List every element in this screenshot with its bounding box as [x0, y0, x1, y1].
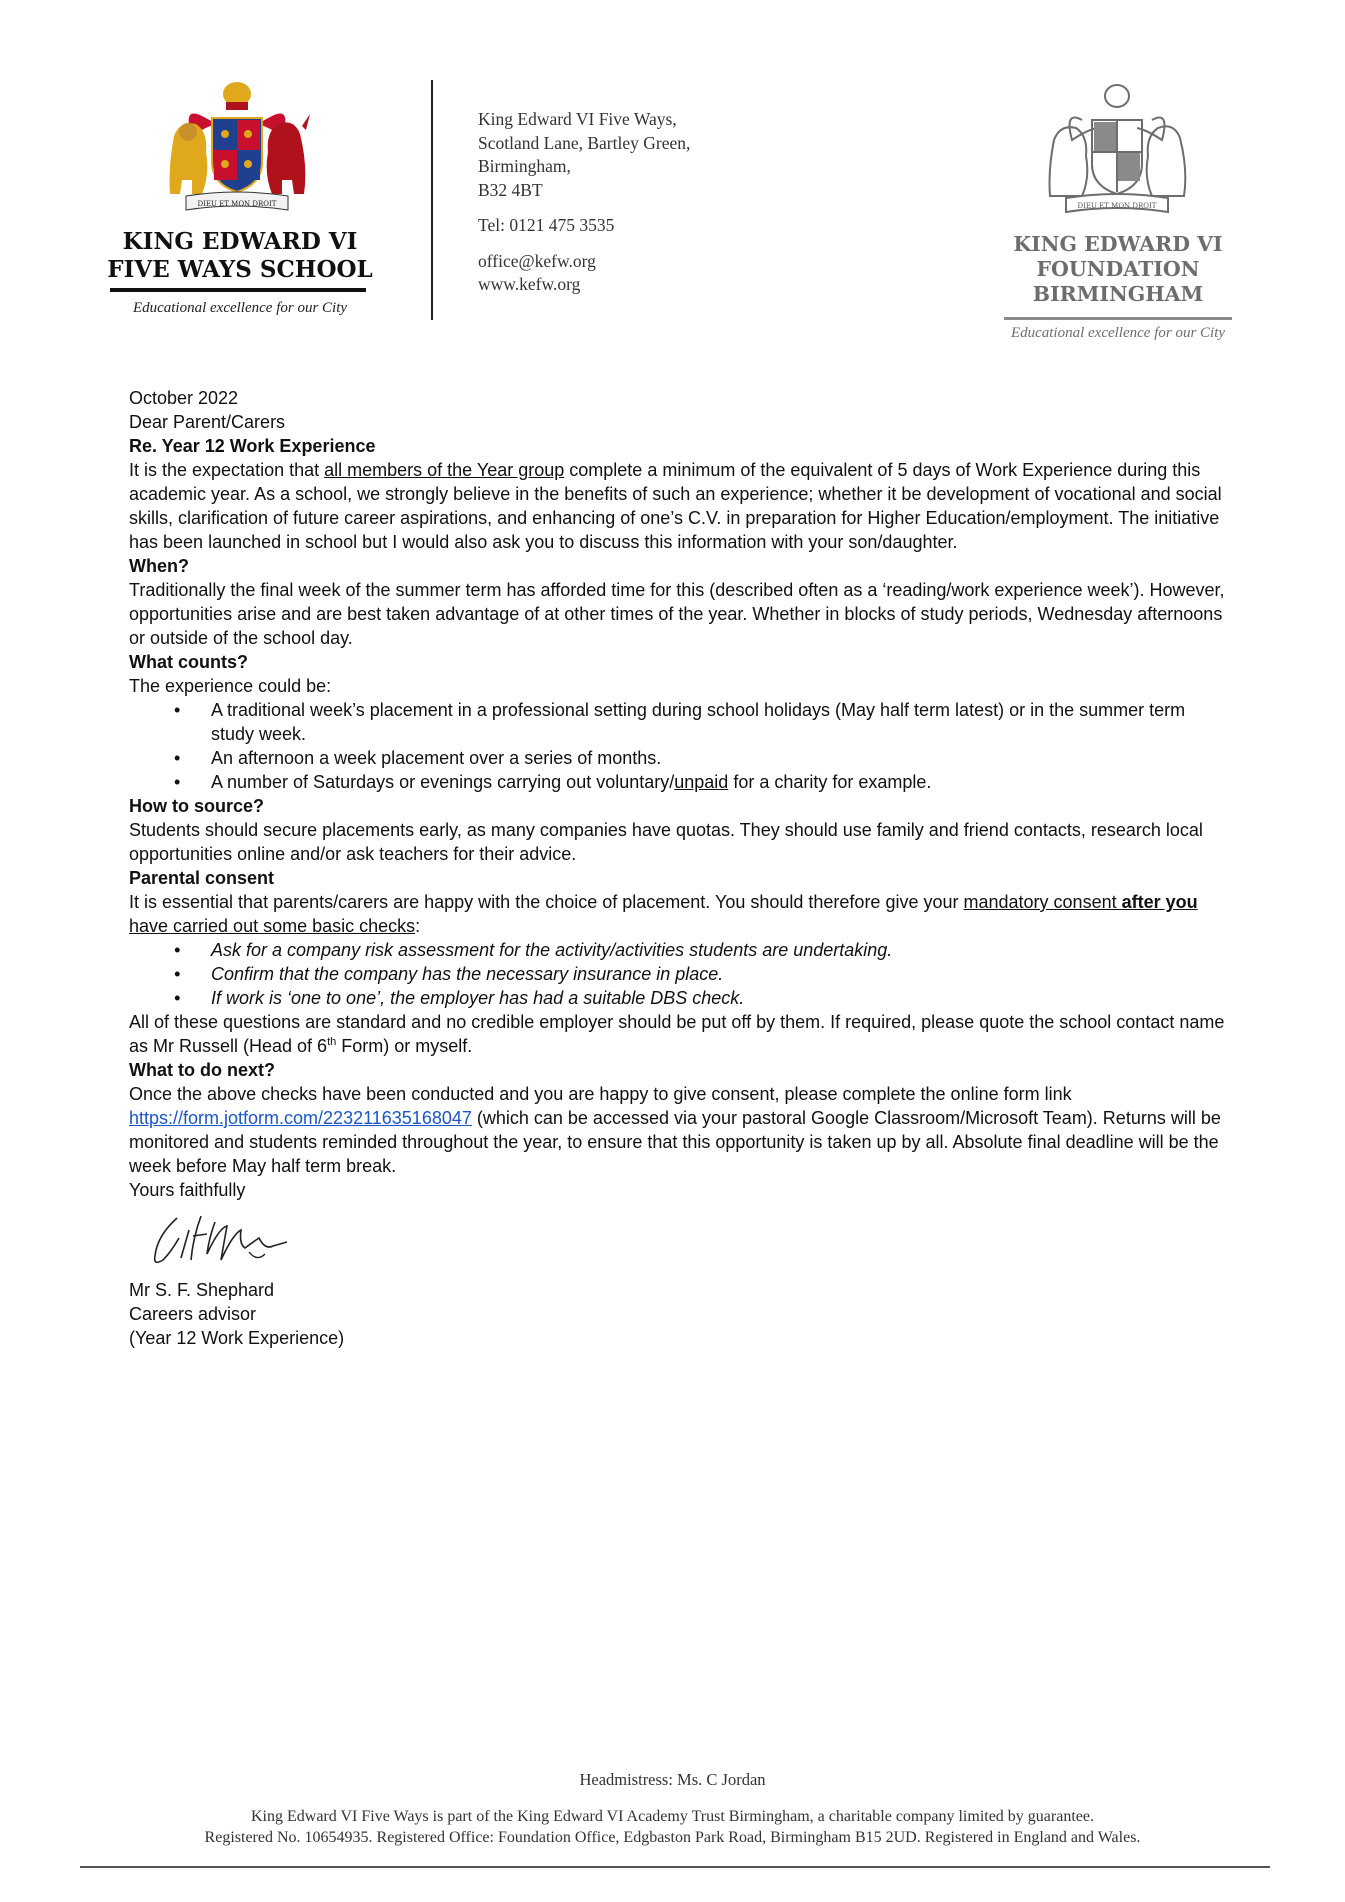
signatory-name: Mr S. F. Shephard — [129, 1280, 275, 1300]
emphasis-text: after you — [1121, 892, 1198, 912]
foundation-tagline: Educational excellence for our City — [1010, 325, 1226, 341]
salutation: Dear Parent/Carers — [129, 412, 286, 432]
signatory-role: Careers advisor — [129, 1304, 257, 1324]
foundation-name-line: KING EDWARD VI — [1013, 232, 1223, 256]
closing: Yours faithfully — [129, 1180, 246, 1200]
section-heading-parental-consent: Parental consent — [129, 868, 275, 888]
email-address[interactable]: office@kefw.org — [478, 250, 596, 271]
parental-consent-paragraph: It is essential that parents/carers are happy with the choice of placement. You should therefore give your mandatory consent after you have carried out some basic checks: — [129, 892, 1198, 936]
foundation-name-line: BIRMINGHAM — [1032, 282, 1204, 306]
foundation-crest-motto: DIEU ET MON DROIT — [1077, 202, 1157, 210]
website[interactable]: www.kefw.org — [478, 274, 581, 294]
signatory-role-detail: (Year 12 Work Experience) — [129, 1328, 345, 1348]
school-crest-motto: DIEU ET MON DROIT — [197, 200, 277, 208]
letter-subject: Re. Year 12 Work Experience — [129, 436, 376, 456]
signature-icon — [149, 1208, 299, 1268]
next-steps-paragraph: Once the above checks have been conducted and you are happy to give consent, please complete the online form link https://form.jotform.com/223211635168047 (which can be accessed via your pastoral Google Classroom/Microsoft Team). Returns will be monitored and students reminded throughout the year, to ensure that this opportunity is taken up by all. Absolute final deadline will be the week before May half term break. — [129, 1084, 1221, 1176]
header-divider — [431, 80, 433, 320]
school-address — [478, 108, 690, 297]
letter-footer — [80, 1770, 1265, 1848]
footer-rule — [80, 1866, 1270, 1868]
list-item: • A traditional week’s placement in a professional setting during school holidays (May half term latest) or in the summer term study week. — [129, 698, 1229, 746]
foundation-crest-icon — [1042, 80, 1192, 220]
school-logo — [100, 76, 380, 326]
school-name — [100, 228, 380, 284]
section-heading-when: When? — [129, 556, 189, 576]
section-heading-how-to-source: How to source? — [129, 796, 265, 816]
foundation-name — [990, 232, 1246, 307]
list-item: • An afternoon a week placement over a series of months. — [129, 746, 1229, 770]
headmistress-line: Headmistress: Ms. C Jordan — [579, 1770, 766, 1789]
footer-registration-line: King Edward VI Five Ways is part of the King Edward VI Academy Trust Birmingham, a charitable company limited by guarantee. — [251, 1808, 1094, 1825]
jotform-link[interactable]: https://form.jotform.com/223211635168047 — [129, 1108, 472, 1128]
foundation-name-line: FOUNDATION — [1036, 257, 1200, 281]
letter-body — [129, 386, 1229, 1350]
consent-checks-list — [129, 938, 1229, 1010]
intro-paragraph: It is the expectation that all members of the Year group complete a minimum of the equivalent of 5 days of Work Experience during this academic year. As a school, we strongly believe in the benefits of such an experience; whether it be development of vocational and social skills, clarification of future career aspirations, and enhancing of one’s C.V. in preparation for Higher Education/employment. The initiative has been launched in school but I would also ask you to discuss this information with your son/daughter. — [129, 460, 1222, 552]
footer-registration-line: Registered No. 10654935. Registered Office: Foundation Office, Edgbaston Park Road, Birmingham B15 2UD. Registered in England and Wales. — [204, 1829, 1141, 1846]
list-item: • A number of Saturdays or evenings carrying out voluntary/unpaid for a charity for example. — [129, 770, 1229, 794]
school-tagline: Educational excellence for our City — [132, 300, 348, 316]
experience-list — [129, 698, 1229, 794]
how-to-source-paragraph: Students should secure placements early, as many companies have quotas. They should use family and friend contacts, research local opportunities online and/or ask teachers for their advice. — [129, 820, 1203, 864]
what-counts-intro: The experience could be: — [129, 676, 332, 696]
section-heading-next-steps: What to do next? — [129, 1060, 275, 1080]
list-item: • Ask for a company risk assessment for the activity/activities students are undertaking. — [129, 938, 1229, 962]
underlined-text: all members of the Year group — [324, 460, 565, 480]
underlined-text: unpaid — [674, 772, 729, 792]
school-name-line: KING EDWARD VI — [122, 228, 358, 255]
school-logo-rule — [110, 288, 366, 292]
list-item: • If work is ‘one to one’, the employer has had a suitable DBS check. — [129, 986, 1229, 1010]
foundation-logo — [990, 80, 1246, 355]
letter-date: October 2022 — [129, 388, 239, 408]
address-line: King Edward VI Five Ways, — [478, 109, 677, 129]
address-line: Birmingham, — [478, 156, 571, 176]
school-name-line: FIVE WAYS SCHOOL — [107, 256, 373, 283]
when-paragraph: Traditionally the final week of the summer term has afforded time for this (described often as a ‘reading/work experience week’). However, opportunities arise and are best taken advantage of at other times of the year. Whether in blocks of study periods, Wednesday afternoons or outside of the school day. — [129, 580, 1225, 648]
standard-questions-paragraph: All of these questions are standard and no credible employer should be put off by them. If required, please quote the school contact name as Mr Russell (Head of 6th Form) or myself. — [129, 1012, 1225, 1056]
telephone: Tel: 0121 475 3535 — [478, 215, 615, 235]
list-item: • Confirm that the company has the necessary insurance in place. — [129, 962, 1229, 986]
address-line: B32 4BT — [478, 179, 543, 200]
section-heading-what-counts: What counts? — [129, 652, 248, 672]
address-line: Scotland Lane, Bartley Green, — [478, 132, 691, 153]
school-crest-icon — [162, 76, 312, 221]
foundation-logo-rule — [1004, 317, 1232, 320]
